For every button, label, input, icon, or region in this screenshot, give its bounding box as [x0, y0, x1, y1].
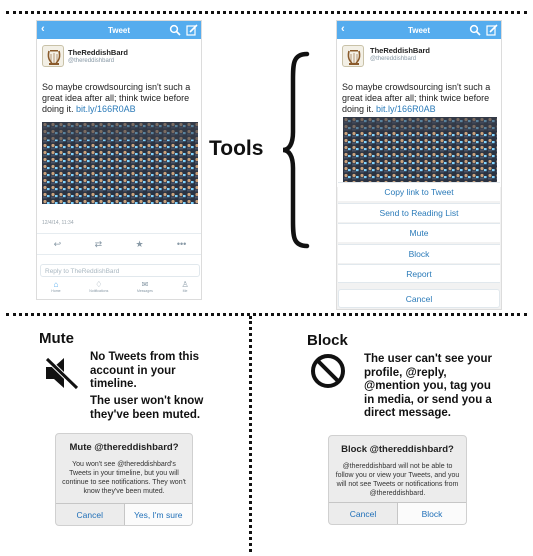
tweet-text: So maybe crowdsourcing isn't such a great idea after all; think twice before doing it. bit.ly/166R0AB — [42, 82, 191, 114]
tweet-link[interactable]: bit.ly/166R0AB — [376, 104, 436, 114]
tools-label: Tools — [209, 137, 264, 160]
curly-brace-icon — [279, 50, 311, 250]
tweet-detail-screen — [36, 20, 202, 300]
nav-bar — [37, 21, 201, 39]
speaker-muted-icon — [42, 355, 82, 391]
tab-home[interactable]: ⌂ Home — [51, 280, 61, 293]
report-button[interactable]: Report — [338, 264, 500, 283]
tab-bar — [37, 280, 202, 300]
mute-dialog-title: Mute @thereddishbard? — [69, 442, 179, 453]
back-arrow-icon[interactable]: ‹ — [341, 23, 345, 35]
tab-messages[interactable]: ✉ Messages — [136, 280, 153, 293]
user-name[interactable]: TheReddishBard — [68, 48, 129, 57]
home-icon: ⌂ — [53, 280, 59, 289]
block-title: Block — [307, 332, 348, 349]
vertical-divider — [249, 316, 252, 552]
send-to-reading-list-button[interactable]: Send to Reading List — [338, 203, 500, 222]
search-icon[interactable] — [169, 24, 181, 36]
retweet-icon[interactable]: ⇄ — [94, 238, 103, 249]
block-circle-icon — [310, 353, 346, 389]
user-name[interactable]: TheReddishBard — [370, 46, 431, 55]
lyre-logo-icon — [43, 46, 64, 67]
favorite-star-icon[interactable]: ★ — [135, 238, 144, 249]
mute-description: No Tweets from this account in your timeline. — [90, 351, 200, 390]
tweet-timestamp: 12/4/14, 11:34 — [42, 220, 74, 226]
avatar[interactable] — [42, 45, 64, 67]
reply-input[interactable]: Reply to TheReddishBard — [40, 264, 200, 277]
tab-notifications[interactable]: ♢ Notifications — [89, 280, 109, 293]
user-handle[interactable]: @thereddishbard — [370, 56, 417, 62]
mute-note: The user won't know they've been muted. — [90, 395, 204, 421]
crowd-photo-image — [343, 117, 497, 184]
tweet-link[interactable]: bit.ly/166R0AB — [76, 104, 136, 114]
block-cancel-button[interactable]: Cancel — [349, 508, 377, 519]
reply-icon[interactable]: ↩ — [53, 238, 62, 249]
tab-me[interactable]: ♙ Me — [181, 280, 189, 293]
compose-icon[interactable] — [486, 24, 498, 36]
back-arrow-icon[interactable]: ‹ — [41, 23, 45, 35]
mute-title: Mute — [39, 330, 74, 347]
crowd-photo-image — [42, 122, 198, 204]
copy-link-button[interactable]: Copy link to Tweet — [338, 182, 500, 201]
tweet-actions — [37, 233, 202, 255]
tweet-photo[interactable] — [42, 122, 198, 204]
block-button[interactable]: Block — [338, 244, 500, 263]
nav-title: Tweet — [107, 25, 131, 35]
block-description: The user can't see your profile, @reply, @mention you, tag you in media, or send you a direct message. — [364, 353, 493, 419]
mute-dialog — [55, 433, 193, 526]
user-handle[interactable]: @thereddishbard — [68, 58, 115, 64]
middle-divider — [6, 313, 527, 316]
bell-icon: ♢ — [95, 280, 103, 289]
search-icon[interactable] — [469, 24, 481, 36]
block-dialog — [328, 435, 467, 525]
more-options-icon[interactable]: ••• — [176, 239, 187, 249]
block-dialog-title: Block @thereddishbard? — [341, 444, 454, 455]
block-confirm-button[interactable]: Block — [397, 503, 466, 524]
compose-icon[interactable] — [186, 24, 198, 36]
tweet-text: So maybe crowdsourcing isn't such a great idea after all; think twice before doing it. bit.ly/166R0AB — [342, 82, 491, 114]
person-icon: ♙ — [181, 280, 189, 289]
mute-confirm-button[interactable]: Yes, I'm sure — [124, 504, 193, 525]
mute-cancel-button[interactable]: Cancel — [76, 509, 103, 520]
mute-dialog-body: You won't see @thereddishbard's Tweets in your timeline, but you will continue to see notifications. They won't know they've been muted. — [62, 461, 186, 495]
block-dialog-body: @thereddishbard will not be able to follow you or view your Tweets, and you will not see Tweets or notifications from @thereddishbard. — [335, 463, 460, 497]
avatar[interactable] — [342, 45, 364, 67]
block-dialog-buttons — [329, 502, 466, 524]
nav-title: Tweet — [407, 25, 431, 35]
nav-bar — [337, 21, 501, 39]
mute-button[interactable]: Mute — [338, 223, 500, 242]
top-divider — [6, 11, 527, 14]
mute-dialog-buttons — [56, 503, 192, 525]
envelope-icon: ✉ — [141, 280, 149, 289]
tweet-photo[interactable] — [343, 117, 497, 184]
cancel-button[interactable]: Cancel — [338, 289, 500, 308]
lyre-logo-icon — [343, 46, 364, 67]
